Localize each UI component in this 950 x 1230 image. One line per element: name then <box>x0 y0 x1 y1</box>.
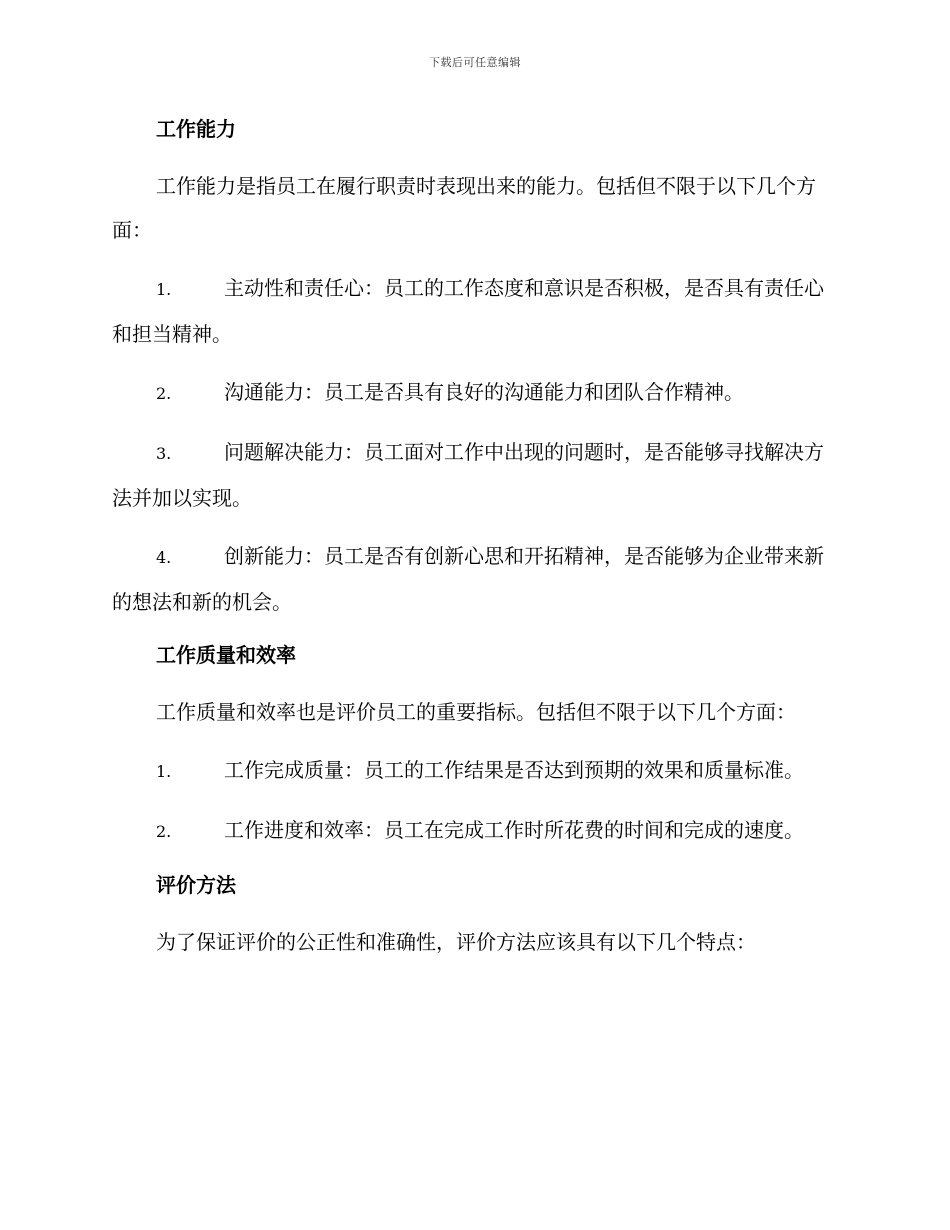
list-text: 主动性和责任心：员工的工作态度和意识是否积极，是否具有责任心和担当精神。 <box>112 276 824 346</box>
list-item <box>112 370 832 416</box>
page-header: 下载后可任意编辑 <box>429 56 521 69</box>
list-text: 沟通能力：员工是否具有良好的沟通能力和团队合作精神。 <box>224 380 744 404</box>
section-intro: 为了保证评价的公正性和准确性，评价方法应该具有以下几个特点： <box>156 930 756 954</box>
list-item <box>112 808 832 854</box>
list-number: 1. <box>156 762 172 781</box>
list-item <box>112 266 832 356</box>
section-intro: 工作能力是指员工在履行职责时表现出来的能力。包括但不限于以下几个方面： <box>112 174 816 242</box>
list-text: 创新能力：员工是否有创新心思和开拓精神，是否能够为企业带来新的想法和新的机会。 <box>112 544 824 614</box>
list-text: 工作完成质量：员工的工作结果是否达到预期的效果和质量标准。 <box>224 758 804 782</box>
list-item <box>112 534 832 624</box>
list-number: 2. <box>156 822 172 841</box>
section-heading-quality-efficiency: 工作质量和效率 <box>156 643 296 667</box>
section-intro: 工作质量和效率也是评价员工的重要指标。包括但不限于以下几个方面： <box>156 700 796 724</box>
list-text: 工作进度和效率：员工在完成工作时所花费的时间和完成的速度。 <box>224 818 804 842</box>
list-number: 1. <box>156 280 172 299</box>
list-item <box>112 748 832 794</box>
document-body <box>112 112 832 978</box>
section-heading-evaluation-method: 评价方法 <box>156 873 236 897</box>
list-number: 4. <box>156 548 172 567</box>
section-heading-work-ability: 工作能力 <box>156 117 236 141</box>
list-text: 问题解决能力：员工面对工作中出现的问题时，是否能够寻找解决方法并加以实现。 <box>112 440 824 510</box>
list-number: 2. <box>156 384 172 403</box>
list-number: 3. <box>156 444 172 463</box>
list-item <box>112 430 832 520</box>
